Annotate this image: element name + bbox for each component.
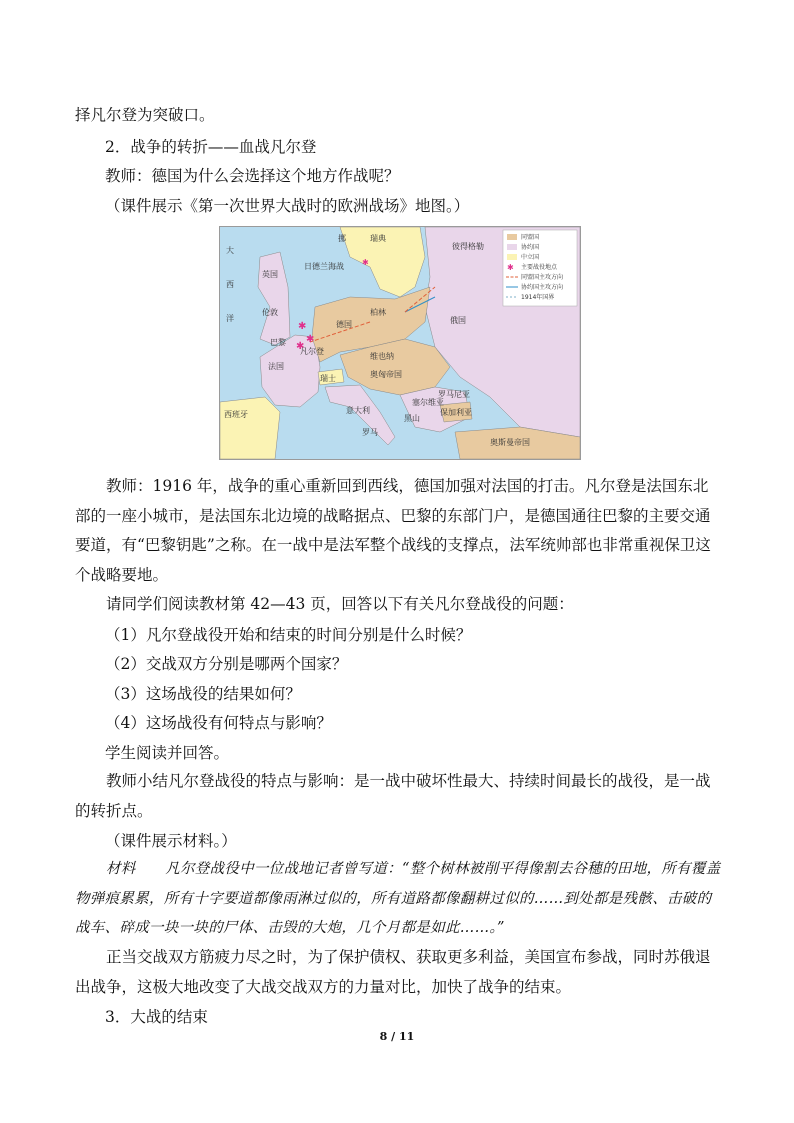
label-britain: 英国 [262, 270, 278, 279]
label-jutland: 日德兰海战 [304, 262, 344, 271]
label-france: 法国 [268, 362, 284, 371]
label-paris: 巴黎 [270, 338, 286, 347]
label-rome: 罗马 [362, 428, 378, 437]
label-ottoman: 奥斯曼帝国 [490, 438, 530, 447]
courseware-note-2: （课件展示材料。） [105, 832, 237, 850]
student-response: 学生阅读并回答。 [105, 744, 230, 762]
page-number: 8 / 11 [379, 1030, 415, 1043]
battle-star-icon: ✱ [298, 321, 307, 332]
legend-border: 1914年国界 [521, 294, 555, 301]
question-3: （3）这场战役的结果如何？ [105, 685, 301, 703]
label-russia: 俄国 [450, 316, 466, 325]
section-heading-3: 3．大战的结束 [105, 1008, 208, 1026]
svg-text:✱: ✱ [507, 263, 514, 272]
material-quote: 材料 凡尔登战役中一位战地记者曾写道：“整个树林被削平得像割去谷穗的田地，所有覆盖物弹痕累累，所有十字要道都像雨淋过似的，所有道路都像翻耕过似的……到处都是残骸、击破的战车、碎成一块一块的尸体、击毁的大炮，几个月都是如此……。” [75, 861, 721, 936]
teacher-question: 教师：德国为什么会选择这个地方作战呢？ [105, 167, 400, 185]
battle-star-icon: ✱ [296, 341, 305, 352]
label-norway: 挪 [338, 234, 346, 243]
label-verdun: 凡尔登 [300, 347, 324, 356]
label-sea-yang: 洋 [226, 314, 234, 323]
legend-entente-arrow: 协约国主攻方向 [521, 284, 564, 291]
map-spain [220, 397, 280, 459]
label-bulgaria: 保加利亚 [440, 408, 472, 417]
legend-entente: 协约国 [521, 244, 540, 251]
label-sea-da: 大 [226, 246, 234, 255]
legend-neutral: 中立国 [521, 254, 540, 261]
legend-central: 同盟国 [521, 234, 540, 241]
label-romania: 罗马尼亚 [438, 390, 470, 399]
battle-star-icon: ✱ [362, 258, 369, 267]
courseware-note-1: （课件展示《第一次世界大战时的欧洲战场》地图。） [105, 197, 470, 215]
battle-star-icon: ✱ [306, 334, 315, 345]
label-serbia: 塞尔维亚 [412, 398, 444, 407]
label-austria-hungary: 奥匈帝国 [370, 370, 402, 379]
label-vienna: 维也纳 [370, 352, 394, 361]
label-sweden: 瑞典 [370, 234, 386, 243]
question-2: （2）交战双方分别是哪两个国家？ [105, 655, 348, 673]
label-sea-xi: 西 [226, 280, 234, 289]
label-berlin: 柏林 [370, 308, 386, 317]
label-italy: 意大利 [346, 406, 370, 415]
question-1: （1）凡尔登战役开始和结束的时间分别是什么时候？ [105, 626, 472, 644]
label-petrograd: 彼得格勒 [452, 242, 484, 251]
label-montenegro: 黑山 [404, 414, 420, 423]
label-london: 伦敦 [262, 308, 278, 317]
text-line-1: 择凡尔登为突破口。 [75, 106, 215, 124]
map-legend [503, 230, 577, 306]
paragraph-verdun-intro: 教师：1916 年，战争的重心重新回到西线，德国加强对法国的打击。凡尔登是法国东北部的一座小城市，是法国东北边境的战略据点、巴黎的东部门户，是德国通往巴黎的主要交通要道，有“巴黎钥匙”之称。在一战中是法军整个战线的支撑点，法军统帅部也非常重视保卫这个战略要地。 [75, 477, 711, 584]
legend-battle: 主要战役地点 [521, 264, 558, 271]
label-germany: 德国 [336, 320, 352, 329]
europe-wwi-map [219, 226, 581, 460]
paragraph-reading-task: 请同学们阅读教材第 42—43 页，回答以下有关凡尔登战役的问题： [106, 595, 574, 613]
paragraph-us-entry: 正当交战双方筋疲力尽之时，为了保护债权、获取更多利益，美国宣布参战，同时苏俄退出战争，这极大地改变了大战交战双方的力量对比，加快了战争的结束。 [75, 948, 711, 996]
label-switzerland: 瑞士 [320, 374, 336, 383]
section-heading-2: 2．战争的转折——血战凡尔登 [105, 138, 317, 156]
legend-central-arrow: 同盟国主攻方向 [521, 274, 564, 281]
label-spain: 西班牙 [224, 410, 248, 419]
question-4: （4）这场战役有何特点与影响？ [105, 714, 332, 732]
paragraph-teacher-summary: 教师小结凡尔登战役的特点与影响：是一战中破坏性最大、持续时间最长的战役，是一战的转折点。 [75, 772, 711, 820]
